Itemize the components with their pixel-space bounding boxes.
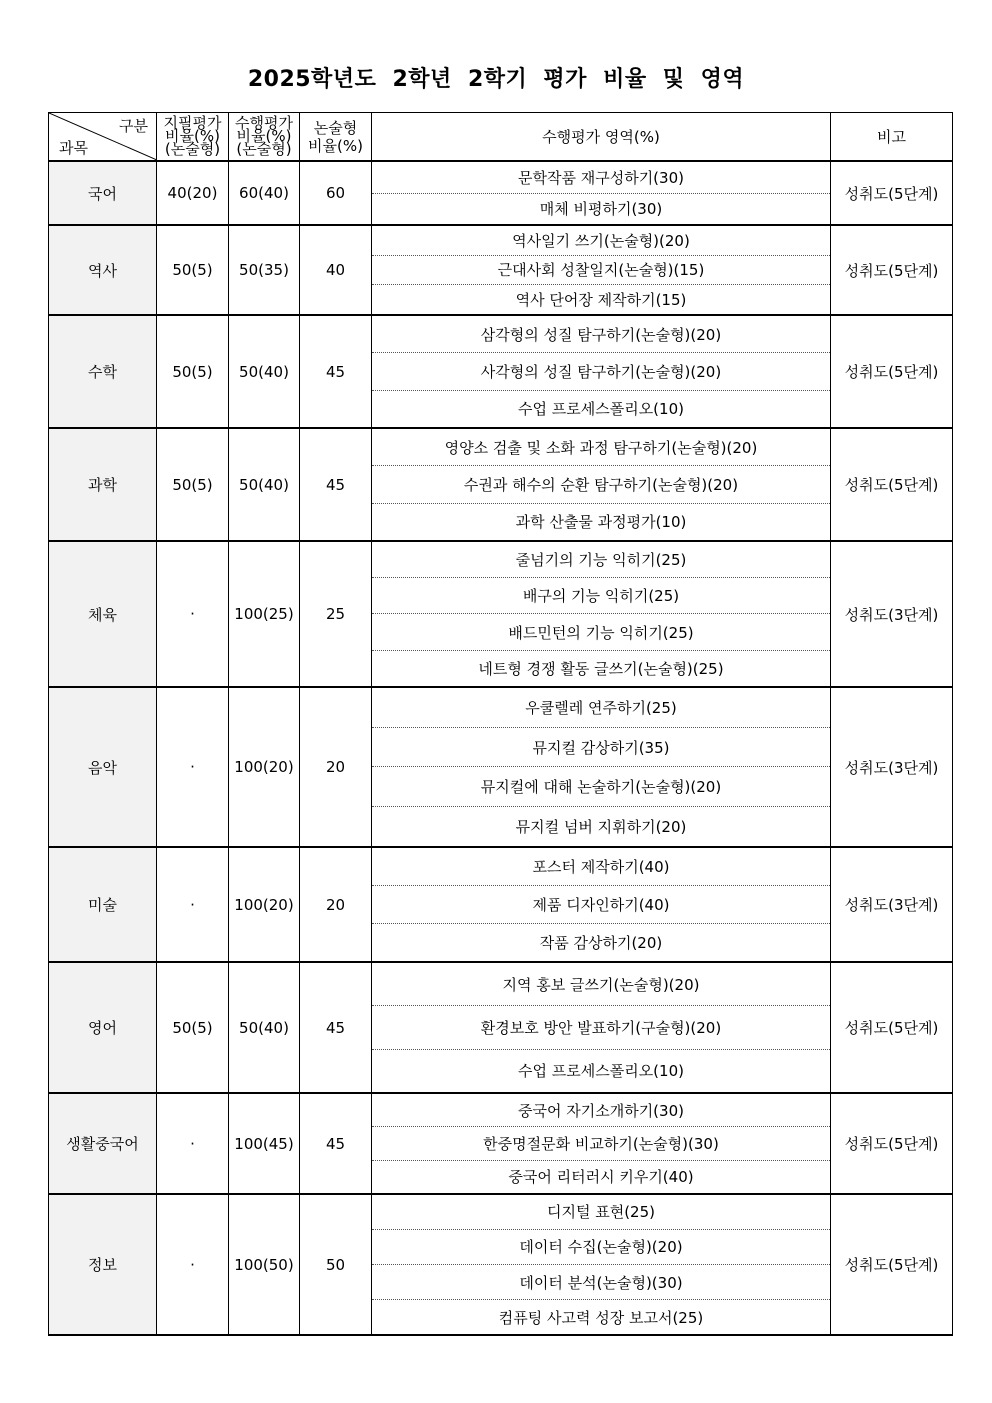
performance-ratio: 100(20) [229,847,300,962]
remark: 성취도(3단계) [831,847,953,962]
essay-ratio: 45 [300,962,372,1093]
area-row [372,1195,830,1229]
header-diagonal-cell [49,113,157,162]
header-gubun: 구분 [119,117,148,135]
area-row [372,316,830,353]
remark: 성취도(5단계) [831,962,953,1093]
subject-name: 미술 [49,847,157,962]
subject-name: 체육 [49,541,157,687]
area-list [372,542,830,686]
area-list [372,1195,830,1334]
area-row [372,542,830,578]
area-row [372,688,830,727]
essay-ratio: 50 [300,1194,372,1335]
area-item: 사각형의 성질 탐구하기(논술형)(20) [372,353,830,391]
area-item: 삼각형의 성질 탐구하기(논술형)(20) [480,325,722,344]
evaluation-table [48,112,953,1336]
page-title: 2025학년도 2학년 2학기 평가 비율 및 영역 [247,67,745,92]
essay-ratio: 45 [300,1093,372,1194]
performance-ratio: 60(40) [229,161,300,225]
area-item: 한중명절문화 비교하기(논술형)(30) [372,1127,830,1161]
area-row [372,924,830,961]
performance-areas [372,428,831,541]
area-item: 포스터 제작하기(40) [532,857,670,876]
remark: 성취도(5단계) [831,161,953,225]
performance-areas [372,1093,831,1194]
performance-ratio: 50(40) [229,962,300,1093]
area-row [372,650,830,686]
area-row [372,1300,830,1334]
area-item: 영양소 검출 및 소화 과정 탐구하기(논술형)(20) [444,438,758,457]
performance-ratio: 100(50) [229,1194,300,1335]
essay-ratio: 45 [300,315,372,428]
header-perf-line3: (논술형) [236,140,292,158]
written-ratio: 50(5) [157,428,229,541]
header-gwamok: 과목 [59,139,88,157]
remark: 성취도(3단계) [831,541,953,687]
performance-ratio: 100(25) [229,541,300,687]
area-row [372,1127,830,1161]
performance-areas [372,161,831,225]
subject-name: 음악 [49,687,157,847]
area-row [372,285,830,314]
remark: 성취도(3단계) [831,687,953,847]
header-essay-line1: 논술형 [313,118,358,137]
area-item: 매체 비평하기(30) [372,193,830,224]
subject-row [49,225,953,315]
area-item: 제품 디자인하기(40) [372,885,830,923]
subject-row [49,962,953,1093]
subject-name: 영어 [49,962,157,1093]
header-written-line2: 비율(%) [165,127,220,145]
area-item: 지역 홍보 글쓰기(논술형)(20) [502,975,700,994]
area-item: 환경보호 방안 발표하기(구술형)(20) [372,1006,830,1050]
area-row [372,578,830,614]
subject-name: 역사 [49,225,157,315]
header-performance-ratio [229,113,300,162]
header-essay-ratio [300,113,372,162]
area-row [372,1160,830,1193]
essay-ratio: 25 [300,541,372,687]
area-row [372,963,830,1006]
area-list [372,688,830,846]
performance-areas [372,315,831,428]
subject-name: 정보 [49,1194,157,1335]
essay-ratio: 20 [300,687,372,847]
area-item: 컴퓨팅 사고력 성장 보고서(25) [372,1300,830,1334]
area-item: 뮤지컬 넘버 지휘하기(20) [372,807,830,846]
area-item: 우쿨렐레 연주하기(25) [525,698,677,717]
area-list [372,429,830,540]
written-ratio: · [157,1093,229,1194]
area-row [372,885,830,923]
area-item: 중국어 리터러시 키우기(40) [372,1160,830,1193]
subject-row [49,315,953,428]
area-item: 뮤지컬 감상하기(35) [372,727,830,767]
written-ratio: · [157,687,229,847]
area-item: 줄넘기의 기능 익히기(25) [515,551,687,570]
essay-ratio: 45 [300,428,372,541]
essay-ratio: 60 [300,161,372,225]
area-item: 중국어 자기소개하기(30) [518,1101,684,1120]
area-item: 데이터 수집(논술형)(20) [372,1229,830,1264]
remark: 성취도(5단계) [831,1093,953,1194]
header-areas: 수행평가 영역(%) [372,113,831,162]
area-item: 뮤지컬에 대해 논술하기(논술형)(20) [372,767,830,807]
written-ratio: 50(5) [157,962,229,1093]
header-row [49,113,953,162]
area-row [372,614,830,650]
written-ratio: · [157,1194,229,1335]
area-item: 역사일기 쓰기(논술형)(20) [512,231,690,250]
area-row [372,353,830,391]
subject-row [49,1093,953,1194]
subject-row [49,1194,953,1335]
performance-ratio: 50(40) [229,428,300,541]
area-item: 수업 프로세스폴리오(10) [372,1049,830,1092]
area-row [372,1049,830,1092]
area-list [372,963,830,1092]
subject-row [49,847,953,962]
subject-name: 수학 [49,315,157,428]
subject-row [49,541,953,687]
subject-name: 생활중국어 [49,1093,157,1194]
performance-ratio: 100(45) [229,1093,300,1194]
area-row [372,255,830,285]
area-row [372,1264,830,1299]
performance-areas [372,1194,831,1335]
area-row [372,1006,830,1050]
area-item: 작품 감상하기(20) [372,924,830,961]
written-ratio: · [157,541,229,687]
performance-ratio: 50(35) [229,225,300,315]
area-row [372,848,830,885]
area-row [372,193,830,224]
header-perf-line2: 비율(%) [236,127,292,145]
subject-row [49,161,953,225]
area-row [372,767,830,807]
subject-row [49,428,953,541]
performance-ratio: 50(40) [229,315,300,428]
performance-areas [372,541,831,687]
area-item: 배구의 기능 익히기(25) [372,578,830,614]
written-ratio: 50(5) [157,225,229,315]
header-written-line3: (논술형) [164,140,221,158]
remark: 성취도(5단계) [831,315,953,428]
essay-ratio: 20 [300,847,372,962]
area-row [372,162,830,193]
area-row [372,390,830,427]
subject-row [49,687,953,847]
area-item: 수업 프로세스폴리오(10) [372,390,830,427]
area-item: 네트형 경쟁 활동 글쓰기(논술형)(25) [372,650,830,686]
area-item: 수권과 해수의 순환 탐구하기(논술형)(20) [372,466,830,504]
header-written-ratio [157,113,229,162]
area-row [372,807,830,846]
area-list [372,316,830,427]
remark: 성취도(5단계) [831,1194,953,1335]
area-list [372,162,830,224]
area-item: 역사 단어장 제작하기(15) [372,285,830,314]
header-perf-line1: 수행평가 [235,114,293,132]
area-item: 과학 산출물 과정평가(10) [372,503,830,540]
header-essay-line2: 비율(%) [308,136,363,155]
area-item: 문학작품 재구성하기(30) [518,168,684,187]
performance-ratio: 100(20) [229,687,300,847]
header-written-line1: 지필평가 [163,114,222,132]
area-item: 근대사회 성찰일지(논술형)(15) [372,255,830,285]
subject-name: 과학 [49,428,157,541]
area-item: 디지털 표현(25) [546,1203,655,1222]
area-row [372,503,830,540]
area-list [372,226,830,314]
performance-areas [372,687,831,847]
area-row [372,1094,830,1127]
performance-areas [372,847,831,962]
area-row [372,727,830,767]
area-list [372,1094,830,1193]
area-row [372,1229,830,1264]
written-ratio: 50(5) [157,315,229,428]
performance-areas [372,962,831,1093]
area-row [372,429,830,466]
header-remarks: 비고 [831,113,953,162]
remark: 성취도(5단계) [831,225,953,315]
area-item: 데이터 분석(논술형)(30) [372,1264,830,1299]
area-list [372,848,830,961]
written-ratio: · [157,847,229,962]
performance-areas [372,225,831,315]
area-row [372,226,830,255]
remark: 성취도(5단계) [831,428,953,541]
area-item: 배드민턴의 기능 익히기(25) [372,614,830,650]
subject-name: 국어 [49,161,157,225]
area-row [372,466,830,504]
essay-ratio: 40 [300,225,372,315]
written-ratio: 40(20) [157,161,229,225]
